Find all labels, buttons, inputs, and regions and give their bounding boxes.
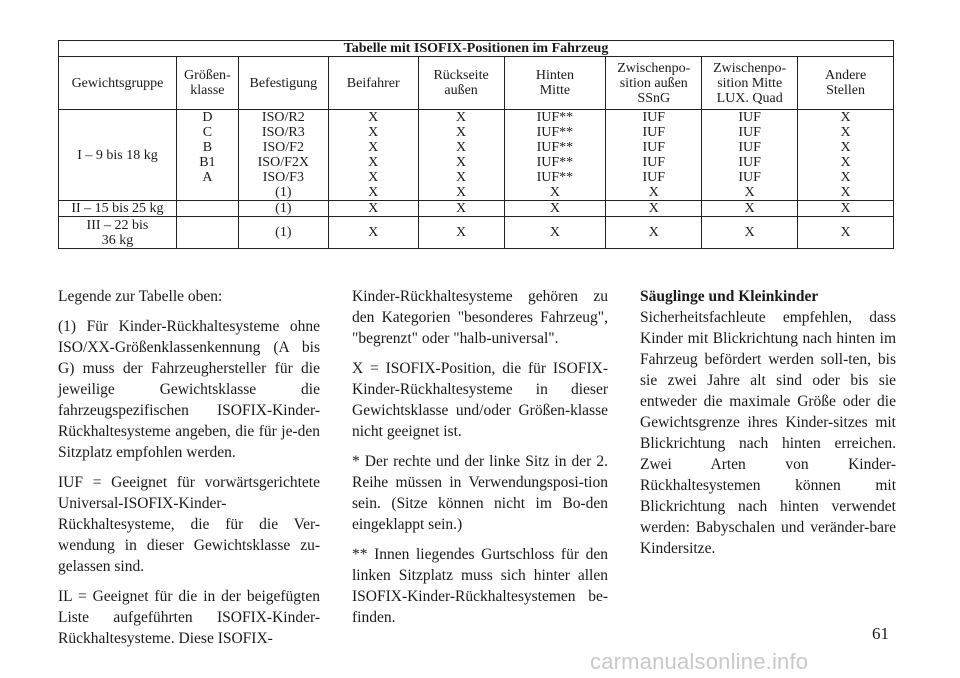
isofix-table <box>58 40 894 249</box>
table-cell: X <box>504 201 606 217</box>
header-cell: Zwischenpo- sition außen SSnG <box>606 57 702 110</box>
table-cell: IUF <box>702 170 798 185</box>
table-cell: X <box>418 140 504 155</box>
table-cell: X <box>798 217 894 249</box>
table-cell <box>176 201 238 217</box>
paragraph: * Der rechte und der linke Sitz in der 2. Reihe müssen in Verwendungsposi-tion sein. (Sitze können nicht im Bo-den eingeklappt sein.) <box>352 453 608 533</box>
table-cell: X <box>606 217 702 249</box>
table-cell: (1) <box>238 201 328 217</box>
table-cell: X <box>798 110 894 126</box>
header-cell: Beifahrer <box>328 57 418 110</box>
table-cell: X <box>798 185 894 201</box>
weight-group-cell: I – 9 bis 18 kg <box>59 110 177 201</box>
table-cell: IUF <box>606 155 702 170</box>
header-cell: Hinten Mitte <box>504 57 606 110</box>
table-cell: IUF <box>606 170 702 185</box>
header-cell: Zwischenpo- sition Mitte LUX. Quad <box>702 57 798 110</box>
table-cell: X <box>328 170 418 185</box>
table-cell: X <box>418 217 504 249</box>
text-column-middle <box>352 286 608 637</box>
header-cell: Größen- klasse <box>176 57 238 110</box>
table-row <box>59 125 894 140</box>
legend-heading: Legende zur Tabelle oben: <box>58 288 223 305</box>
table-cell: IUF** <box>504 170 606 185</box>
table-cell: IUF** <box>504 110 606 126</box>
paragraph: (1) Für Kinder-Rückhaltesysteme ohne ISO/XX-Größenklassenkennung (A bis G) muss der Fahrzeughersteller für die jeweilige Gewichtsklasse die fahrzeugspezifischen ISOFIX-Kinder-Rückhaltesysteme angeben, die für je-den Sitzplatz empfohlen werden. <box>58 318 320 461</box>
table-header-row <box>59 57 894 110</box>
page-number: 61 <box>872 624 889 643</box>
paragraph: Kinder-Rückhaltesysteme gehören zu den Kategorien "besonderes Fahrzeug", "begrenzt" oder "halb-universal". <box>352 288 608 347</box>
header-cell: Rückseite außen <box>418 57 504 110</box>
table-cell: X <box>418 110 504 126</box>
table-cell: X <box>798 125 894 140</box>
table-cell: X <box>328 185 418 201</box>
table-cell: X <box>504 217 606 249</box>
weight-group-cell: III – 22 bis 36 kg <box>59 217 177 249</box>
table-row <box>59 217 894 249</box>
table-cell: (1) <box>238 185 328 201</box>
table-cell: X <box>328 155 418 170</box>
table-cell: ISO/R2 <box>238 110 328 126</box>
table-cell: X <box>418 185 504 201</box>
header-cell: Andere Stellen <box>798 57 894 110</box>
table-cell: B1 <box>176 155 238 170</box>
table-cell: X <box>328 110 418 126</box>
table-title: Tabelle mit ISOFIX-Positionen im Fahrzeug <box>59 41 894 57</box>
table-cell: X <box>328 125 418 140</box>
table-cell: X <box>798 140 894 155</box>
table-cell: (1) <box>238 217 328 249</box>
table-cell: C <box>176 125 238 140</box>
paragraph: Sicherheitsfachleute empfehlen, dass Kinder mit Blickrichtung nach hinten im Fahrzeug befördert werden soll-ten, bis sie zwei Jahre alt sind oder bis sie entweder die maximale Größe oder die Gewichtsgrenze ihres Kinder-sitzes mit Blickrichtung nach hinten erreichen. Zwei Arten von Kinder-Rückhaltesystemen können mit Blickrichtung nach hinten verwendet werden: Babyschalen und veränder-bare Kindersitze. <box>640 309 896 557</box>
table-cell: X <box>702 185 798 201</box>
table-cell: X <box>702 201 798 217</box>
text-column-left <box>58 286 320 658</box>
paragraph: IL = Geeignet für die in der beigefügten Liste aufgeführten ISOFIX-Kinder-Rückhaltesysteme. Diese ISOFIX- <box>58 588 320 647</box>
text-column-right <box>640 286 896 568</box>
header-cell: Befestigung <box>238 57 328 110</box>
table-row <box>59 155 894 170</box>
table-cell: X <box>328 217 418 249</box>
section-heading: Säuglinge und Kleinkinder <box>640 288 819 305</box>
table-cell: ISO/F3 <box>238 170 328 185</box>
table-cell <box>176 185 238 201</box>
table-cell: D <box>176 110 238 126</box>
table-cell: A <box>176 170 238 185</box>
table-cell: IUF <box>606 110 702 126</box>
table-row <box>59 170 894 185</box>
table-cell: X <box>606 185 702 201</box>
table-cell: X <box>606 201 702 217</box>
table-cell: IUF <box>702 110 798 126</box>
table-cell: X <box>798 155 894 170</box>
table-row <box>59 201 894 217</box>
table-cell: X <box>798 170 894 185</box>
table-cell: IUF <box>702 140 798 155</box>
table-cell: X <box>418 170 504 185</box>
table-cell: IUF <box>702 125 798 140</box>
weight-group-cell: II – 15 bis 25 kg <box>59 201 177 217</box>
table-cell: IUF <box>702 155 798 170</box>
table-cell: X <box>418 155 504 170</box>
table-cell: IUF** <box>504 125 606 140</box>
table-row <box>59 110 894 126</box>
table-cell: IUF <box>606 125 702 140</box>
table-cell: IUF** <box>504 155 606 170</box>
paragraph: ** Innen liegendes Gurtschloss für den linken Sitzplatz muss sich hinter allen ISOFIX-Kinder-Rückhaltesystemen be-finden. <box>352 546 608 626</box>
table-cell: IUF <box>606 140 702 155</box>
table-cell: X <box>418 201 504 217</box>
table-cell: B <box>176 140 238 155</box>
table-cell: X <box>798 201 894 217</box>
header-cell: Gewichtsgruppe <box>59 57 177 110</box>
table-cell: IUF** <box>504 140 606 155</box>
table-cell: ISO/F2 <box>238 140 328 155</box>
table-cell: ISO/R3 <box>238 125 328 140</box>
table-cell: X <box>504 185 606 201</box>
table-cell: X <box>418 125 504 140</box>
watermark: carmanualsonline.info <box>590 649 809 674</box>
paragraph: IUF = Geeignet für vorwärtsgerichtete Universal-ISOFIX-Kinder-Rückhaltesysteme, die für die Ver-wendung in dieser Gewichtsklasse zu-gelassen sind. <box>58 474 320 575</box>
table-row <box>59 140 894 155</box>
paragraph: X = ISOFIX-Position, die für ISOFIX-Kinder-Rückhaltesysteme in dieser Gewichtsklasse und/oder Größen-klasse nicht geeignet ist. <box>352 360 608 440</box>
table-cell: X <box>328 201 418 217</box>
table-row <box>59 185 894 201</box>
table-cell: ISO/F2X <box>238 155 328 170</box>
table-cell <box>176 217 238 249</box>
table-cell: X <box>328 140 418 155</box>
table-cell: X <box>702 217 798 249</box>
